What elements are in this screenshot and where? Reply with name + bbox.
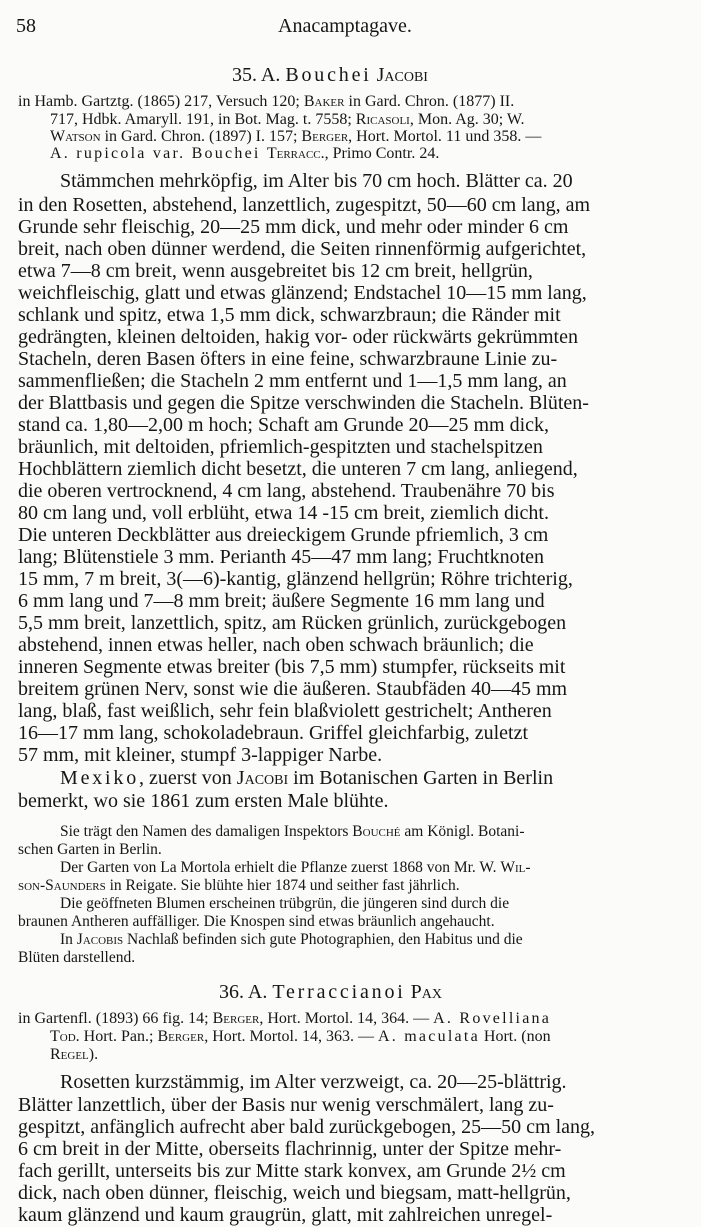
- running-title: Anacamptagave.: [278, 15, 412, 37]
- body-line: Rosetten kurzstämmig, im Alter verzweigt, ca. 20—25-blättrig.: [60, 1071, 567, 1093]
- note-line: Blüten darstellend.: [18, 949, 136, 966]
- body-line: fach gerillt, unterseits bis zur Mitte stark konvex, am Grunde 2½ cm: [18, 1160, 566, 1182]
- body-line: 5,5 mm breit, lanzettlich, spitz, am Rücken grünlich, zurückgebogen: [18, 612, 567, 634]
- body-line: 80 cm lang und, voll erblüht, etwa 14 -15 cm breit, ziemlich dicht.: [18, 502, 549, 524]
- body-line: gespitzt, anfänglich aufrecht aber bald zurückgebogen, 25—50 cm lang,: [18, 1116, 596, 1138]
- reference-line: Tod. Hort. Pan.; Berger, Hort. Mortol. 14, 363. — A. maculata Hort. (non: [50, 1028, 551, 1045]
- body-line: lang; Blütenstiele 3 mm. Perianth 45—47 mm lang; Fruchtknoten: [18, 546, 545, 568]
- body-line: lang, blaß, fast weißlich, sehr fein blaßviolett gestrichelt; Antheren: [18, 700, 552, 722]
- body-line: kaum glänzend und kaum graugrün, glatt, mit zahlreichen unregel-: [18, 1204, 553, 1226]
- note-line: Der Garten von La Mortola erhielt die Pflanze zuerst 1868 von Mr. W. Wil-: [60, 859, 531, 876]
- species-title-36: 36. A. Terraccianoi Pax: [219, 981, 442, 1003]
- reference-line: in Hamb. Gartztg. (1865) 217, Versuch 120; Baker in Gard. Chron. (1877) II.: [18, 93, 515, 110]
- reference-line: A. rupicola var. Bouchei Terracc., Primo Contr. 24.: [50, 145, 440, 162]
- note-line: son-Saunders in Reigate. Sie blühte hier 1874 und seither fast jährlich.: [18, 877, 460, 894]
- note-line: Die geöffneten Blumen erscheinen trübgrün, die jüngeren sind durch die: [60, 895, 510, 912]
- body-line: weichfleischig, glatt und etwas glänzend; Endstachel 10—15 mm lang,: [18, 282, 587, 304]
- note-line: braunen Antheren auffälliger. Die Knospen sind etwas bräunlich angehaucht.: [18, 913, 495, 930]
- body-line: Blätter lanzettlich, über der Basis nur wenig verschmälert, lang zu-: [18, 1094, 554, 1116]
- habitat-line: Mexiko, zuerst von Jacobi im Botanischen Garten in Berlin: [60, 767, 554, 789]
- body-line: Hochblättern ziemlich dicht besetzt, die unteren 7 cm lang, anliegend,: [18, 458, 578, 480]
- body-line: Stacheln, deren Basen öfters in eine feine, schwarzbraune Linie zu-: [18, 348, 558, 370]
- body-line: breit, nach oben dünner werdend, die Seiten rinnenförmig aufgerichtet,: [18, 238, 587, 260]
- body-line: bräunlich, mit deltoiden, pfriemlich-gespitzten und stachelspitzen: [18, 436, 543, 458]
- note-line: schen Garten in Berlin.: [18, 841, 162, 858]
- reference-line: Watson in Gard. Chron. (1897) I. 157; Berger, Hort. Mortol. 11 und 358. —: [50, 128, 542, 145]
- body-line: gedrängten, kleinen deltoiden, hakig vor- oder rückwärts gekrümmten: [18, 326, 578, 348]
- body-line: abstehend, innen etwas heller, nach oben schwach bräunlich; die: [18, 634, 534, 656]
- body-line: 6 mm lang und 7—8 mm breit; äußere Segmente 16 mm lang und: [18, 590, 545, 612]
- note-line: In Jacobis Nachlaß befinden sich gute Photographien, den Habitus und die: [60, 931, 523, 948]
- body-line: Grunde sehr fleischig, 20—25 mm dick, und mehr oder minder 6 cm: [18, 216, 569, 238]
- body-line: breitem grünen Nerv, sonst wie die äußeren. Staubfäden 40—45 mm: [18, 678, 568, 700]
- body-line: schlank und spitz, etwa 1,5 mm dick, schwarzbraun; die Ränder mit: [18, 304, 561, 326]
- body-line: sammenfließen; die Stacheln 2 mm entfernt und 1—1,5 mm lang, an: [18, 370, 567, 392]
- note-line: Sie trägt den Namen des damaligen Inspektors Bouché am Königl. Botani-: [60, 823, 525, 840]
- body-line: Die unteren Deckblätter aus dreieckigem Grunde pfriemlich, 3 cm: [18, 524, 549, 546]
- body-line: in den Rosetten, abstehend, lanzettlich, zugespitzt, 50—60 cm lang, am: [18, 194, 591, 216]
- page-number: 58: [16, 15, 36, 37]
- habitat-line: bemerkt, wo sie 1861 zum ersten Male blühte.: [18, 790, 389, 812]
- reference-line: Regel).: [50, 1046, 99, 1063]
- species-title-35: 35. A. Bouchei Jacobi: [232, 64, 428, 86]
- body-line: inneren Segmente etwas breiter (bis 7,5 mm) stumpfer, rückseits mit: [18, 656, 566, 678]
- body-line: 57 mm, mit kleiner, stumpf 3-lappiger Narbe.: [18, 744, 383, 766]
- body-line: 6 cm breit in der Mitte, oberseits flachrinnig, unter der Spitze mehr-: [18, 1138, 562, 1160]
- body-line: dick, nach oben dünner, fleischig, weich und biegsam, matt-hellgrün,: [18, 1182, 571, 1204]
- body-line: etwa 7—8 cm breit, wenn ausgebreitet bis 12 cm breit, hellgrün,: [18, 260, 533, 282]
- body-line: 16—17 mm lang, schokoladebraun. Griffel gleichfarbig, zuletzt: [18, 722, 529, 744]
- reference-line: in Gartenfl. (1893) 66 fig. 14; Berger, Hort. Mortol. 14, 364. — A. Rovelliana: [18, 1010, 552, 1027]
- body-line: der Blattbasis und gegen die Spitze verschwinden die Stacheln. Blüten-: [18, 392, 589, 414]
- body-line: Stämmchen mehrköpfig, im Alter bis 70 cm hoch. Blätter ca. 20: [60, 170, 573, 192]
- body-line: 15 mm, 7 m breit, 3(—6)-kantig, glänzend hellgrün; Röhre trichterig,: [18, 568, 573, 590]
- reference-line: 717, Hdbk. Amaryll. 191, in Bot. Mag. t. 7558; Ricasoli, Mon. Ag. 30; W.: [50, 111, 525, 128]
- body-line: die oberen vertrocknend, 4 cm lang, abstehend. Traubenähre 70 bis: [18, 480, 555, 502]
- body-line: stand ca. 1,80—2,00 m hoch; Schaft am Grunde 20—25 mm dick,: [18, 414, 550, 436]
